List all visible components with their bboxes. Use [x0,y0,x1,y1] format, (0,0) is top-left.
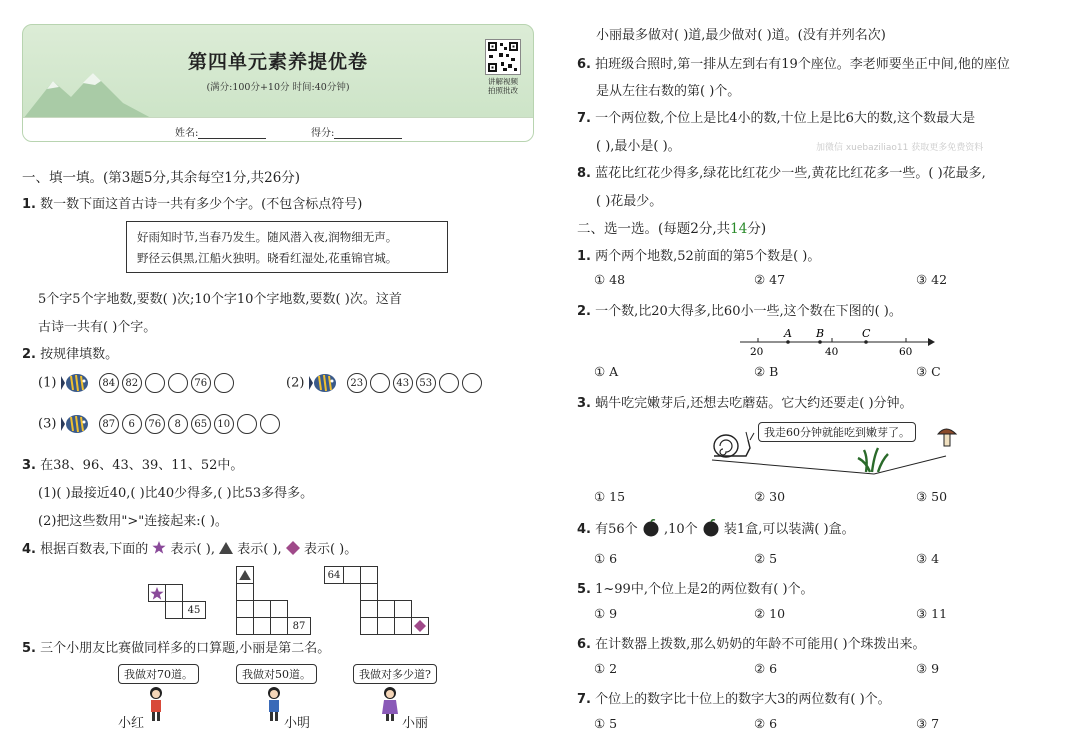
choice-2-option-b[interactable]: ② B [754,364,779,379]
choice-7-option-c[interactable]: ③ 7 [916,716,940,731]
grid-cell: 45 [182,601,206,619]
q7: 7. 一个两位数,个位上是比4小的数,十位上是比6大的数,这个数最大是 [577,111,976,126]
choice-5-option-c[interactable]: ③ 11 [916,606,948,621]
grid-cell [343,566,361,584]
diamond-icon [414,620,426,632]
grid-cell: 87 [287,617,311,635]
choice-7-option-b[interactable]: ② 6 [754,716,778,731]
number-line [736,324,936,358]
choice-2: 2. 一个数,比20大得多,比60小一些,这个数在下图的( )。 [577,304,902,319]
name-field[interactable]: 姓名: [175,124,266,139]
choice-5: 5. 1~99中,个位上是2的两位数有( )个。 [577,582,814,597]
apple-icon [702,519,720,537]
q8: 8. 蓝花比红花少得多,绿花比红花少一些,黄花比红花多一些。( )花最多, [577,166,986,181]
choice-6: 6. 在计数器上拨数,那么奶奶的年龄不可能用( )个珠拨出来。 [577,637,926,652]
choice-1-option-a[interactable]: ① 48 [594,272,626,287]
seq-cell: 84 [99,373,119,393]
q2-row-1: (1) 84 82 76 [38,372,237,394]
grid-cell [377,617,395,635]
q6-line-2: 是从左往右数的第( )个。 [596,84,741,99]
grid-cell [253,600,271,618]
choice-1-option-c[interactable]: ③ 42 [916,272,948,287]
score-field[interactable]: 得分: [311,124,402,139]
snail-speech-bubble: 我走60分钟就能吃到嫩芽了。 [758,422,916,442]
speech-bubble-xiaoli: 我做对多少道? [353,664,437,684]
grid-cell [253,617,271,635]
q1: 1. 数一数下面这首古诗一共有多少个字。(不包含标点符号) [22,197,363,212]
choice-5-option-a[interactable]: ① 9 [594,606,618,621]
q2-row-3: (3) 87 6 76 8 65 10 [38,413,283,435]
grid-cell [394,617,412,635]
seq-cell[interactable] [237,414,257,434]
grid-cell [165,584,183,602]
girl-icon [380,686,400,722]
q4: 4. 根据百数表,下面的 表示( ), 表示( ), 表示( )。 [22,542,358,557]
q3: 3. 在38、96、43、39、11、52中。 [22,458,244,473]
grid-cell [360,566,378,584]
label-c: C [862,327,871,340]
grid-cell [236,566,254,584]
choice-2-option-c[interactable]: ③ C [916,364,941,379]
name-xiaohong: 小红 [118,716,145,731]
grid-cell [411,617,429,635]
tick-60: 60 [899,346,913,358]
choice-6-option-a[interactable]: ① 2 [594,661,618,676]
tick-20: 20 [750,346,764,358]
seq-cell: 53 [416,373,436,393]
boy-icon [264,686,284,722]
q2-row-2: (2) 23 43 53 [286,372,485,394]
choice-4: 4. 有56个 ,10个 装1盒,可以装满( )盒。 [577,518,855,537]
point-c [864,340,868,344]
grid-cell [236,617,254,635]
poem-line-1: 好雨知时节,当春乃发生。随风潜入夜,润物细无声。 [137,230,398,244]
triangle-icon [219,542,233,554]
poem-box [126,221,448,273]
seq-cell: 76 [191,373,211,393]
fish-icon [61,372,91,394]
seq-cell[interactable] [168,373,188,393]
diamond-icon [286,541,300,555]
choice-3-option-a[interactable]: ① 15 [594,489,626,504]
seq-cell: 8 [168,414,188,434]
watermark: 加微信 xuebaziliao11 获取更多免费资料 [816,143,984,153]
qr-code-icon[interactable] [485,39,521,75]
speech-bubble-xiaoming: 我做对50道。 [236,664,317,684]
seq-cell: 23 [347,373,367,393]
point-b [818,340,822,344]
name-score-bar [23,117,533,142]
grid-cell [403,600,421,618]
grid-cell [270,600,288,618]
choice-6-option-b[interactable]: ② 6 [754,661,778,676]
choice-4-option-b[interactable]: ② 5 [754,551,778,566]
choice-2-option-a[interactable]: ① A [594,364,619,379]
grid-cell [148,584,166,602]
qr-caption: 讲解视频 拍照批改 [488,77,518,95]
grid-cell [236,600,254,618]
seq-cell: 76 [145,414,165,434]
q5-continued: 小丽最多做对( )道,最少做对( )道。(没有并列名次) [596,28,886,43]
exam-header [22,24,534,142]
grid-cell [165,601,183,619]
fish-icon [309,372,339,394]
triangle-icon [239,570,251,580]
q2: 2. 按规律填数。 [22,347,119,362]
label-b: B [816,327,825,340]
seq-cell[interactable] [260,414,280,434]
speech-bubble-xiaohong: 我做对70道。 [118,664,199,684]
seq-cell: 6 [122,414,142,434]
section-2-title: 二、选一选。(每题2分,共14分) [577,221,767,237]
grid-cell: 64 [324,566,344,584]
q3-part-1: (1)( )最接近40,( )比40少得多,( )比53多得多。 [38,486,314,501]
choice-6-option-c[interactable]: ③ 9 [916,661,940,676]
grid-cell [377,600,395,618]
choice-1: 1. 两个两个地数,52前面的第5个数是( )。 [577,249,821,264]
choice-3: 3. 蜗牛吃完嫩芽后,还想去吃蘑菇。它大约还要走( )分钟。 [577,396,913,411]
choice-1-option-b[interactable]: ② 47 [754,272,786,287]
choice-4-option-a[interactable]: ① 6 [594,551,618,566]
q6: 6. 拍班级合照时,第一排从左到右有19个座位。李老师要坐正中间,他的座位 [577,57,1010,72]
seq-cell[interactable] [145,373,165,393]
seq-cell: 65 [191,414,211,434]
seq-cell[interactable] [214,373,234,393]
grid-cell [360,617,378,635]
choice-5-option-b[interactable]: ② 10 [754,606,786,621]
q1-fill-line-1: 5个字5个字地数,要数( )次;10个字10个字地数,要数( )次。这首 [38,292,402,307]
grid-cell [360,583,378,601]
q8-line-2: ( )花最少。 [596,194,663,209]
q5: 5. 三个小朋友比赛做同样多的口算题,小丽是第二名。 [22,641,331,656]
section-1-title: 一、填一填。(第3题5分,其余每空1分,共26分) [22,170,301,186]
exam-title: 第四单元素养提优卷 [187,51,368,73]
seq-cell[interactable] [370,373,390,393]
choice-7: 7. 个位上的数字比十位上的数字大3的两位数有( )个。 [577,692,891,707]
choice-3-option-c[interactable]: ③ 50 [916,489,948,504]
q1-fill-line-2: 古诗一共有( )个字。 [38,320,157,335]
mushroom-icon [938,429,956,434]
choice-7-option-a[interactable]: ① 5 [594,716,618,731]
girl-icon [146,686,166,722]
seq-cell[interactable] [462,373,482,393]
exam-subtitle: (满分:100分+10分 时间:40分钟) [206,82,350,93]
name-xiaoming: 小明 [284,716,311,731]
star-icon [150,587,164,600]
grid-cell [236,583,254,601]
sprout-icon [858,448,888,472]
apple-icon [642,519,660,537]
grid-cell [270,617,288,635]
tick-40: 40 [825,346,839,358]
seq-cell: 43 [393,373,413,393]
grid-cell [360,600,378,618]
seq-cell: 82 [122,373,142,393]
choice-4-option-c[interactable]: ③ 4 [916,551,940,566]
poem-line-2: 野径云俱黑,江船火独明。晓看红湿处,花重锦官城。 [137,251,398,265]
star-icon [152,541,166,554]
seq-cell: 10 [214,414,234,434]
q7-line-2: ( ),最小是( )。 [596,139,681,154]
fish-icon [61,413,91,435]
q3-part-2: (2)把这些数用">"连接起来:( )。 [38,514,228,529]
seq-cell[interactable] [439,373,459,393]
name-xiaoli: 小丽 [402,716,429,731]
choice-3-option-b[interactable]: ② 30 [754,489,786,504]
point-a [786,340,790,344]
seq-cell: 87 [99,414,119,434]
label-a: A [784,327,792,340]
